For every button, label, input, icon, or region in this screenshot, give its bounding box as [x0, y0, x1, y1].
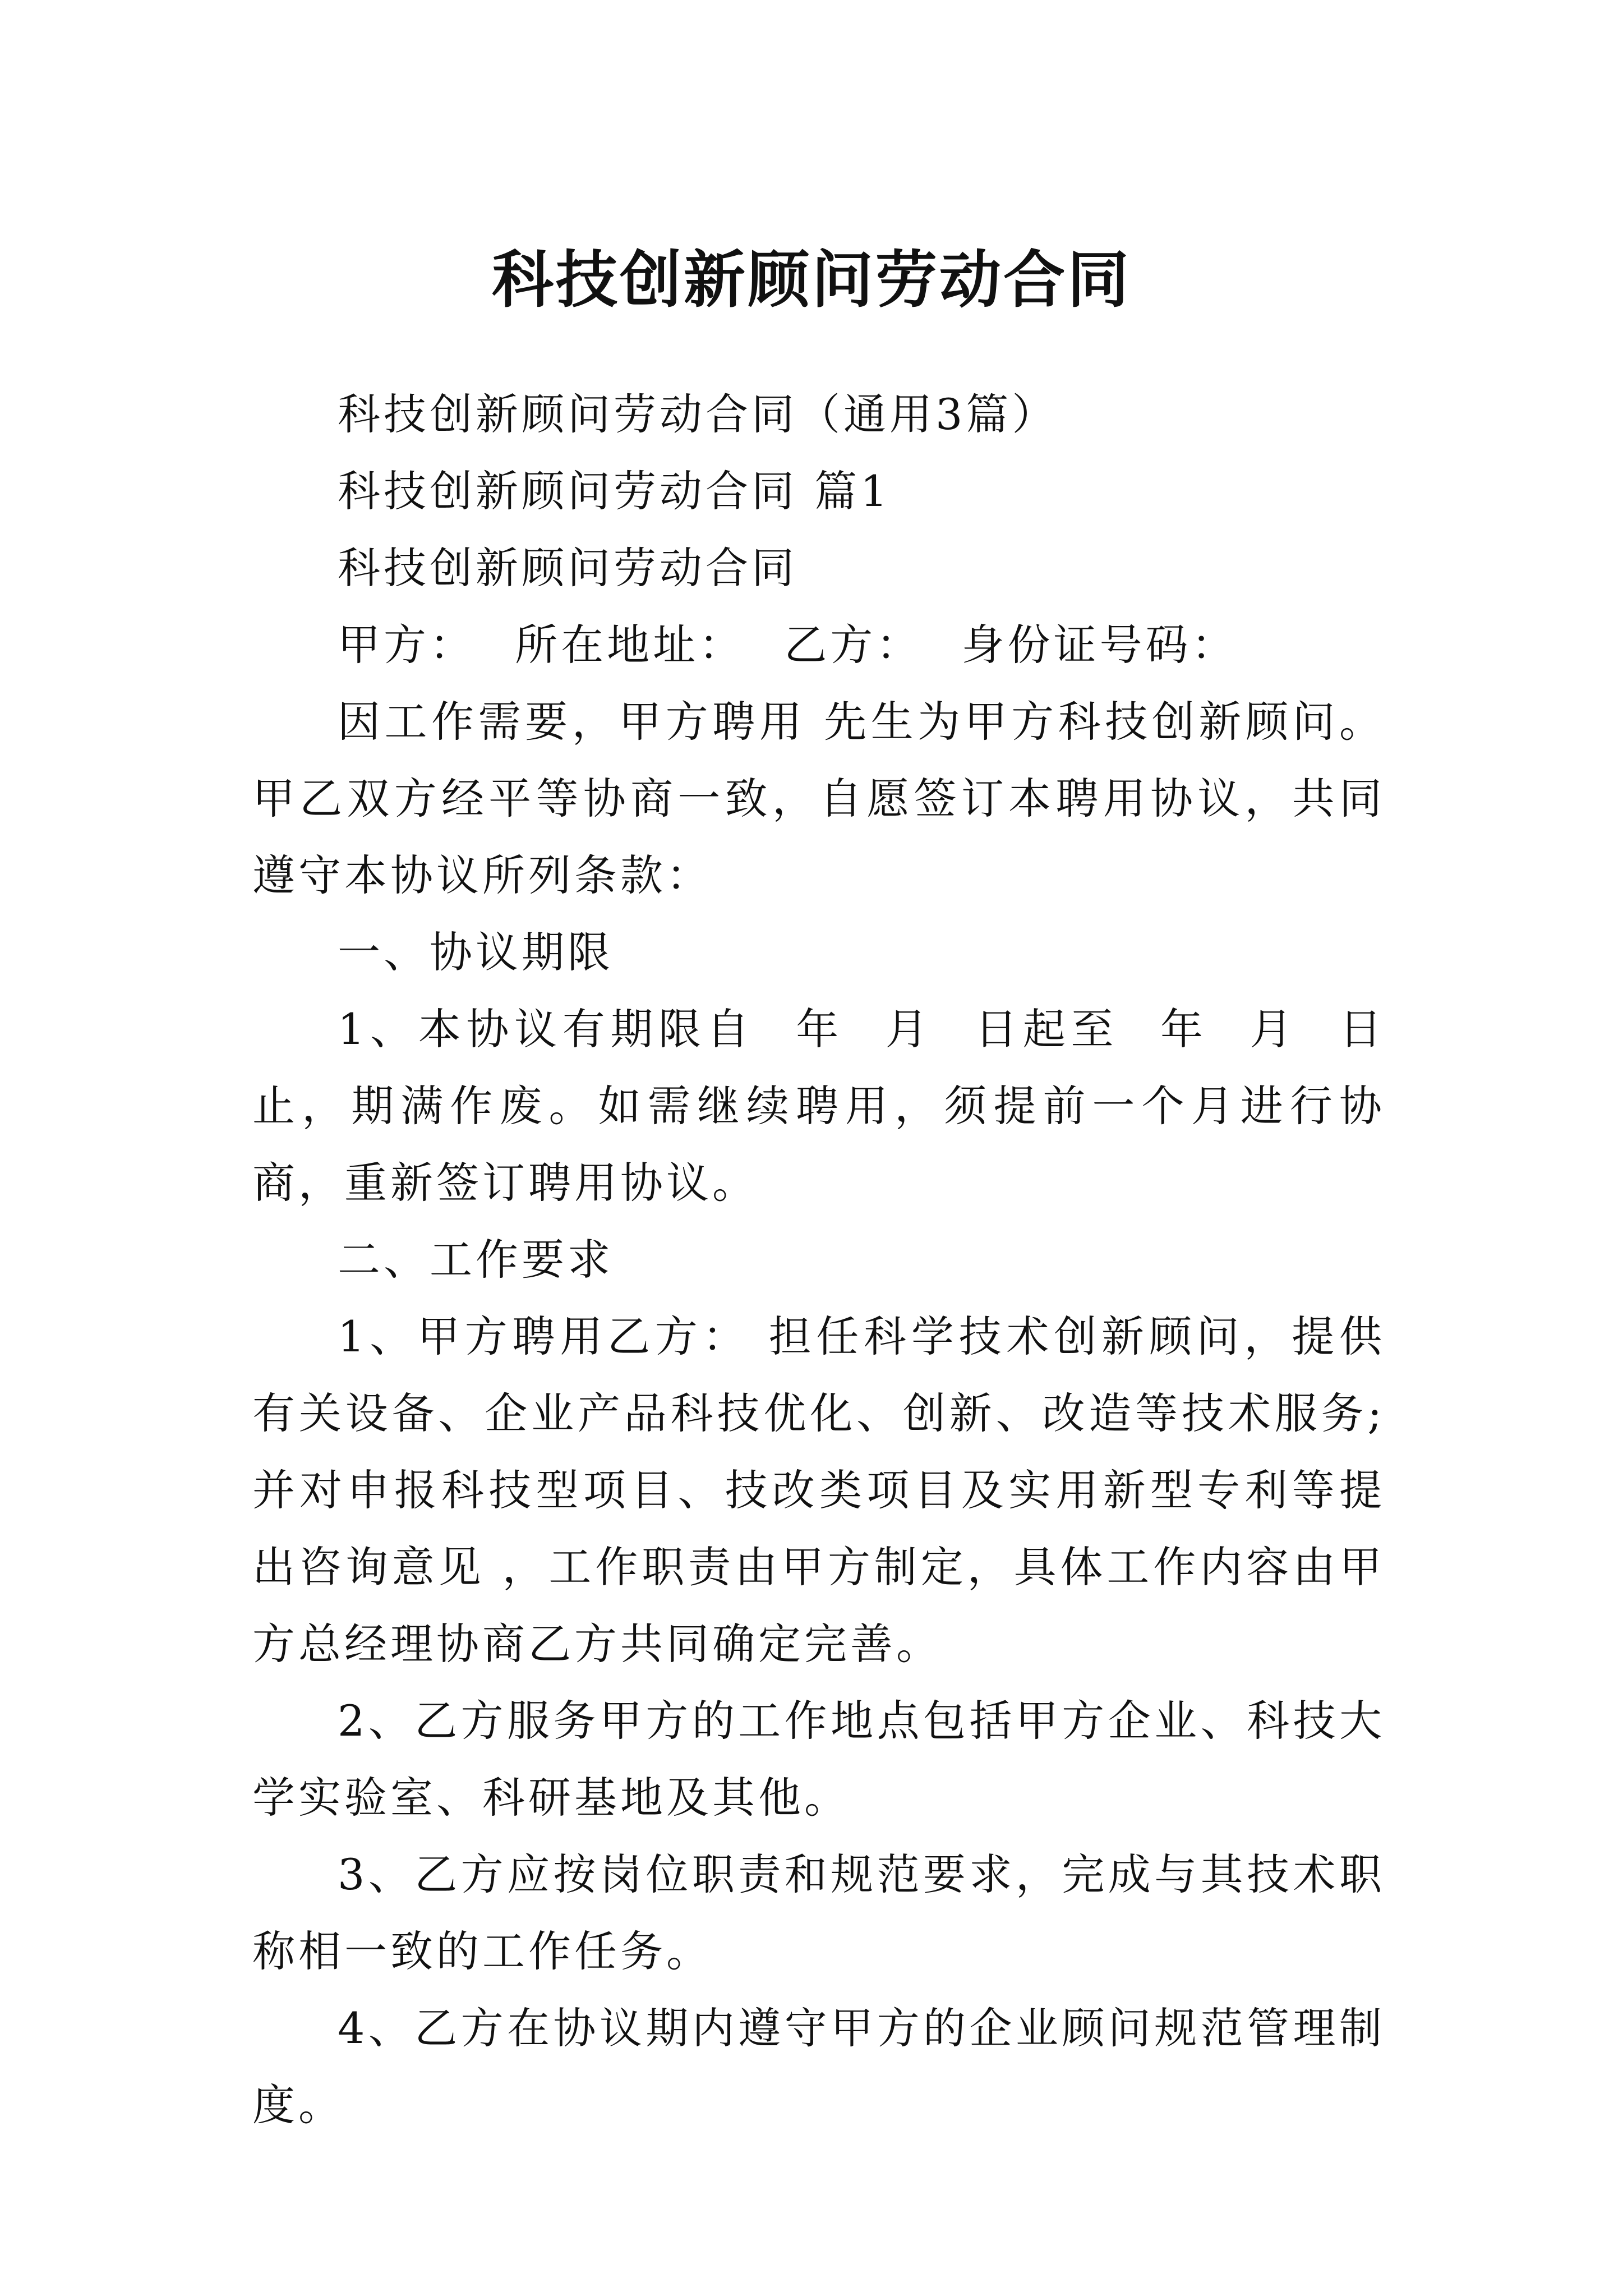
paragraph-requirement-3: 3、乙方应按岗位职责和规范要求，完成与其技术职称相一致的工作任务。: [252, 1849, 1385, 1976]
paragraph-parties: 甲方： 所在地址： 乙方： 身份证号码：: [338, 620, 1238, 670]
section-heading-term: 一、协议期限: [338, 927, 614, 977]
document-title: 科技创新顾问劳动合同: [492, 243, 1131, 316]
section-heading-requirements: 二、工作要求: [338, 1235, 614, 1285]
document-body: [252, 376, 1385, 2143]
paragraph-requirement-4: 4、乙方在协议期内遵守甲方的企业顾问规范管理制度。: [252, 2003, 1385, 2130]
paragraph-chapter-heading: 科技创新顾问劳动合同 篇1: [338, 466, 891, 516]
paragraph-preamble: 因工作需要，甲方聘用 先生为甲方科技创新顾问。甲乙双方经平等协商一致，自愿签订本聘用协议，共同遵守本协议所列条款：: [252, 697, 1385, 900]
paragraph-subtitle: 科技创新顾问劳动合同（通用3篇）: [338, 389, 1058, 439]
paragraph-requirement-1: 1、甲方聘用乙方： 担任科学技术创新顾问，提供有关设备、企业产品科技优化、创新、改造等技术服务;并对申报科技型项目、技改类项目及实用新型专利等提出咨询意见 ，工作职责由甲方制定，具体工作内容由甲方总经理协商乙方共同确定完善。: [252, 1312, 1385, 1669]
paragraph-requirement-2: 2、乙方服务甲方的工作地点包括甲方企业、科技大学实验室、科研基地及其他。: [252, 1696, 1385, 1823]
paragraph-contract-name: 科技创新顾问劳动合同: [338, 543, 797, 593]
paragraph-term-1: 1、本协议有期限自 年 月 日起至 年 月 日止，期满作废。如需继续聘用，须提前一个月进行协商，重新签订聘用协议。: [252, 1004, 1385, 1208]
